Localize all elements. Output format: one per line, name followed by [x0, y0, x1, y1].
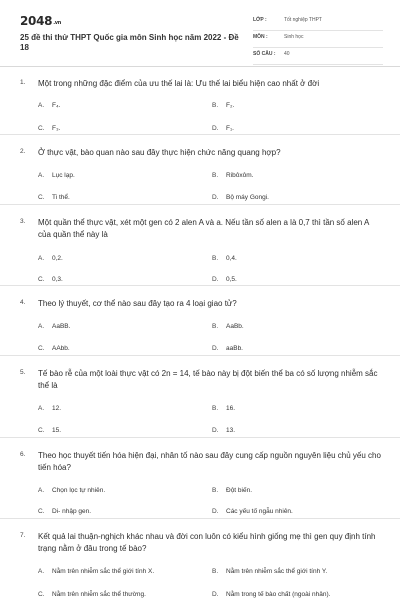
question-text: Tế bào rễ của một loài thực vật có 2n = 14, tế bào này bị đột biến thể ba có số lượng nhiễm sắc thể là	[38, 369, 378, 390]
option-text: Ribôxôm.	[226, 172, 254, 179]
option-b[interactable]	[212, 405, 235, 412]
option-text: 0,3.	[52, 276, 63, 283]
option-letter: B.	[212, 255, 219, 262]
option-letter: A.	[38, 255, 45, 262]
option-d[interactable]	[212, 125, 234, 132]
question-text: Ở thực vật, bào quan nào sau đây thực hiện chức năng quang hợp?	[38, 148, 281, 157]
document-title: 25 đề thi thử THPT Quốc gia môn Sinh học năm 2022 - Đề 18	[20, 33, 239, 52]
option-text: Lục lạp.	[52, 172, 75, 179]
question-number: 1.	[20, 79, 26, 86]
option-c[interactable]	[38, 591, 146, 598]
option-a[interactable]	[38, 568, 154, 575]
option-b[interactable]	[212, 172, 253, 179]
option-text: Bộ máy Gongi.	[226, 194, 269, 201]
option-letter: B.	[212, 172, 219, 179]
option-c[interactable]	[38, 345, 70, 352]
option-letter: A.	[38, 323, 45, 330]
meta-row-class	[253, 14, 383, 31]
option-a[interactable]	[38, 405, 61, 412]
option-text: AaBB.	[52, 323, 71, 330]
question-number: 5.	[20, 369, 26, 376]
option-c[interactable]	[38, 194, 70, 201]
question-item	[0, 205, 400, 286]
question-number: 3.	[20, 218, 26, 225]
option-text: Các yếu tố ngẫu nhiên.	[226, 508, 293, 515]
option-c[interactable]	[38, 125, 60, 132]
option-b[interactable]	[212, 568, 327, 575]
question-text: Theo học thuyết tiến hóa hiện đại, nhân tố nào sau đây cung cấp nguồn nguyên liệu chủ yếu cho tiến hóa?	[38, 451, 381, 472]
option-text: Ti thể.	[52, 194, 70, 201]
option-d[interactable]	[212, 508, 293, 515]
option-b[interactable]	[212, 255, 237, 262]
document-header	[0, 0, 400, 67]
question-text: Theo lý thuyết, cơ thể nào sau đây tạo ra 4 loại giao tử?	[38, 299, 237, 308]
option-c[interactable]	[38, 508, 91, 515]
option-d[interactable]	[212, 194, 269, 201]
question-number: 4.	[20, 299, 26, 306]
option-text: 16.	[226, 405, 236, 412]
option-d[interactable]	[212, 345, 243, 352]
option-text: Di- nhập gen.	[52, 508, 92, 515]
question-item	[0, 438, 400, 519]
option-text: Nằm trong tế bào chất (ngoài nhân).	[226, 591, 331, 598]
question-item	[0, 135, 400, 205]
option-text: aaBb.	[226, 345, 243, 352]
question-item	[0, 286, 400, 356]
option-text: F₃.	[52, 125, 61, 132]
question-item	[0, 519, 400, 606]
option-letter: D.	[212, 591, 219, 598]
option-b[interactable]	[212, 323, 244, 330]
option-letter: A.	[38, 405, 45, 412]
option-letter: C.	[38, 508, 45, 515]
option-letter: C.	[38, 345, 45, 352]
option-c[interactable]	[38, 276, 63, 283]
option-letter: A.	[38, 487, 45, 494]
option-text: F₂.	[226, 102, 235, 109]
option-d[interactable]	[212, 276, 237, 283]
option-d[interactable]	[212, 591, 330, 598]
option-letter: C.	[38, 194, 45, 201]
option-letter: C.	[38, 125, 45, 132]
option-text: Nằm trên nhiễm sắc thể thường.	[52, 591, 146, 598]
option-letter: D.	[212, 194, 219, 201]
option-b[interactable]	[212, 487, 252, 494]
option-b[interactable]	[212, 102, 234, 109]
question-item	[0, 66, 400, 135]
option-text: 0,5.	[226, 276, 237, 283]
option-a[interactable]	[38, 487, 105, 494]
option-letter: C.	[38, 591, 45, 598]
option-text: Nằm trên nhiễm sắc thể giới tính Y.	[226, 568, 328, 575]
option-text: 12.	[52, 405, 62, 412]
question-list	[0, 66, 400, 606]
logo-text: 2048	[20, 14, 53, 28]
option-letter: A.	[38, 102, 45, 109]
option-text: F₄.	[52, 102, 61, 109]
option-text: 13.	[226, 427, 236, 434]
option-letter: D.	[212, 125, 219, 132]
option-text: Nằm trên nhiễm sắc thể giới tính X.	[52, 568, 155, 575]
meta-label: SỐ CÂU :	[253, 51, 276, 57]
meta-value: Sinh học	[284, 34, 304, 40]
option-text: 15.	[52, 427, 62, 434]
option-a[interactable]	[38, 255, 63, 262]
option-a[interactable]	[38, 323, 70, 330]
option-letter: B.	[212, 487, 219, 494]
option-a[interactable]	[38, 102, 60, 109]
option-letter: A.	[38, 568, 45, 575]
option-letter: B.	[212, 405, 219, 412]
option-c[interactable]	[38, 427, 61, 434]
question-number: 6.	[20, 451, 26, 458]
question-text: Một quần thể thực vật, xét một gen có 2 alen A và a. Nếu tần số alen a là 0,7 thì tần số alen A của quần thể này là	[38, 218, 369, 239]
option-letter: D.	[212, 508, 219, 515]
option-letter: B.	[212, 102, 219, 109]
option-letter: D.	[212, 427, 219, 434]
option-letter: B.	[212, 323, 219, 330]
option-letter: D.	[212, 276, 219, 283]
meta-value: 40	[284, 51, 290, 57]
question-item	[0, 356, 400, 438]
meta-label: MÔN :	[253, 34, 268, 40]
option-text: Chọn lọc tự nhiên.	[52, 487, 106, 494]
option-a[interactable]	[38, 172, 75, 179]
option-text: 0,4.	[226, 255, 237, 262]
meta-row-count	[253, 48, 383, 65]
option-text: F₁.	[226, 125, 234, 132]
option-d[interactable]	[212, 427, 235, 434]
question-text: Một trong những đặc điểm của ưu thế lai là: Ưu thế lai biểu hiện cao nhất ở đời	[38, 79, 320, 88]
option-letter: C.	[38, 276, 45, 283]
question-number: 2.	[20, 148, 26, 155]
meta-label: LỚP :	[253, 17, 267, 23]
option-text: AaBb.	[226, 323, 244, 330]
question-text: Kết quả lai thuận-nghịch khác nhau và đời con luôn có kiểu hình giống mẹ thì gen quy định tính trạng nằm ở đâu trong tế bào?	[38, 532, 376, 553]
option-letter: D.	[212, 345, 219, 352]
option-text: AAbb.	[52, 345, 70, 352]
question-number: 7.	[20, 532, 26, 539]
option-text: Đột biến.	[226, 487, 253, 494]
meta-value: Tốt nghiệp THPT	[284, 17, 322, 23]
meta-row-subject	[253, 31, 383, 48]
option-letter: A.	[38, 172, 45, 179]
meta-table	[253, 14, 383, 65]
site-logo[interactable]	[20, 14, 61, 28]
option-letter: C.	[38, 427, 45, 434]
option-letter: B.	[212, 568, 219, 575]
option-text: 0,2.	[52, 255, 63, 262]
logo-suffix: .vn	[53, 20, 62, 26]
